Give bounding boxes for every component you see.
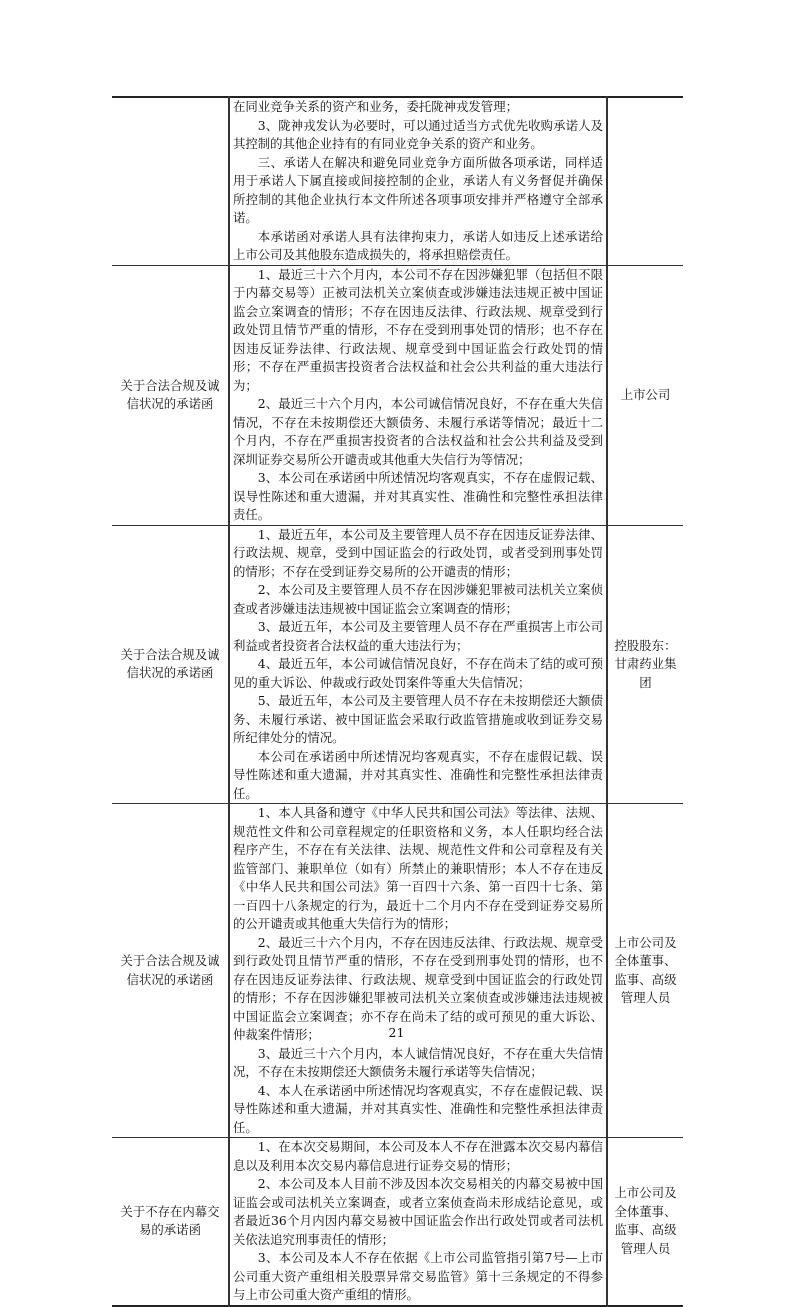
commitment-title: 关于合法合规及诚信状况的承诺函 [112, 265, 229, 525]
commitment-content [229, 804, 607, 1138]
commitment-content [229, 97, 607, 265]
commitment-paragraph: 3、本公司在承诺函中所述情况均客观真实，不存在虚假记载、误导性陈述和重大遗漏，并对其真实性、准确性和完整性承担法律责任。 [233, 470, 603, 522]
committing-party: 上市公司及全体董事、监事、高级管理人员 [614, 1185, 677, 1256]
commitment-paragraph: 本承诺函对承诺人具有法律拘束力，承诺人如违反上述承诺给上市公司及其他股东造成损失的，将承担赔偿责任。 [233, 228, 603, 262]
commitment-paragraph: 2、最近三十六个月内，不存在因违反法律、行政法规、规章受到行政处罚且情节严重的情形，不存在受到刑事处罚的情形，也不存在因违反证券法律、行政法规、规章受到中国证监会的行政处罚的情形；不存在因涉嫌犯罪被司法机关立案侦查或涉嫌违法违规被中国证监会立案调查；亦不存在尚未了结的或可预见的重大诉讼、仲裁案件情形； [233, 934, 603, 1042]
commitment-paragraph: 4、最近五年，本公司诚信情况良好，不存在尚未了结的或可预见的重大诉讼、仲裁或行政处罚案件等重大失信情况； [233, 656, 603, 690]
committing-party [607, 97, 683, 265]
commitment-paragraph: 4、本人在承诺函中所述情况均客观真实，不存在虚假记载、误导性陈述和重大遗漏，并对其真实性、准确性和完整性承担法律责任。 [233, 1082, 603, 1135]
commitment-paragraph: 1、最近五年，本公司及主要管理人员不存在因违反证券法律、行政法规、规章，受到中国证监会的行政处罚，或者受到刑事处罚的情形；不存在受到证券交易所的公开谴责的情形； [233, 526, 603, 579]
commitment-title: 关于合法合规及诚信状况的承诺函 [112, 804, 229, 1138]
table-row [112, 97, 683, 265]
commitment-paragraph: 1、在本次交易期间，本公司及本人不存在泄露本次交易内幕信息以及利用本次交易内幕信息进行证券交易的情形； [233, 1139, 603, 1173]
commitment-paragraph: 2、本公司及主要管理人员不存在因涉嫌犯罪被司法机关立案侦查或者涉嫌违法违规被中国证监会立案调查的情形； [233, 582, 603, 616]
commitment-paragraph: 2、最近三十六个月内，本公司诚信情况良好，不存在重大失信情况，不存在未按期偿还大额债务、未履行承诺等情况；最近十二个月内，不存在严重损害投资者的合法权益和社会公共利益及受到深圳证券交易所公开谴责或其他重大失信行为等情况； [233, 396, 603, 467]
commitment-title: 关于合法合规及诚信状况的承诺函 [112, 525, 229, 804]
commitment-paragraph: 1、最近三十六个月内，本公司不存在因涉嫌犯罪（包括但不限于内幕交易等）正被司法机关立案侦查或涉嫌违法违规正被中国证监会立案调查的情形；不存在因违反法律、行政法规、规章受到行政处罚且情节严重的情形，不存在受到刑事处罚的情形；也不存在因违反证券法律、行政法规、规章受到中国证监会行政处罚的情形；不存在严重损害投资者合法权益和社会公共利益的重大违法行为； [233, 266, 603, 393]
commitment-content [229, 525, 607, 804]
page-number: 21 [388, 1025, 405, 1040]
commitment-paragraph: 2、本公司及本人目前不涉及因本次交易相关的内幕交易被中国证监会或司法机关立案调查，或者立案侦查尚未形成结论意见，或者最近36个月内因内幕交易被中国证监会作出行政处罚或者司法机关依法追究刑事责任的情形； [233, 1176, 603, 1247]
committing-party: 上市公司 [620, 386, 671, 402]
commitment-paragraph: 3、本公司及本人不存在依据《上市公司监管指引第7号—上市公司重大资产重组相关股票异常交易监管》第十三条规定的不得参与上市公司重大资产重组的情形。 [233, 1250, 603, 1302]
commitment-paragraph: 3、最近五年，本公司及主要管理人员不存在严重损害上市公司利益或者投资者合法权益的重大违法行为； [233, 619, 603, 653]
commitment-paragraph: 在同业竞争关系的资产和业务，委托陇神戎发管理； [233, 99, 518, 114]
commitment-table [112, 96, 683, 1307]
committing-party: 控股股东：甘肃药业集团 [614, 637, 677, 690]
commitment-paragraph: 3、陇神戎发认为必要时，可以通过适当方式优先收购承诺人及其控制的其他企业持有的有同业竞争关系的资产和业务。 [233, 117, 603, 151]
commitment-title [112, 97, 229, 265]
commitment-paragraph: 3、最近三十六个月内，本人诚信情况良好，不存在重大失信情况，不存在未按期偿还大额债务未履行承诺等失信情况； [233, 1045, 603, 1079]
commitment-paragraph: 本公司在承诺函中所述情况均客观真实，不存在虚假记载、误导性陈述和重大遗漏，并对其真实性、准确性和完整性承担法律责任。 [233, 748, 603, 801]
table-row [112, 265, 683, 525]
table-row [112, 804, 683, 1138]
committing-party: 上市公司及全体董事、监事、高级管理人员 [614, 934, 677, 1005]
commitment-paragraph: 1、本人具备和遵守《中华人民共和国公司法》等法律、法规、规范性文件和公司章程规定的任职资格和义务，本人任职均经合法程序产生，不存在有关法律、法规、规范性文件和公司章程及有关监管部门、兼职单位（如有）所禁止的兼职情形；本人不存在违反《中华人民共和国公司法》第一百四十六条、第一百四十七条、第一百四十八条规定的行为，最近十二个月内不存在受到证券交易所的公开谴责或其他重大失信行为的情形； [233, 805, 603, 931]
commitment-paragraph: 5、最近五年，本公司及主要管理人员不存在未按期偿还大额债务、未履行承诺、被中国证监会采取行政监管措施或收到证券交易所纪律处分的情况。 [233, 693, 603, 745]
table-row [112, 1138, 683, 1306]
commitment-content [229, 265, 607, 525]
commitment-content [229, 1138, 607, 1306]
commitment-title: 关于不存在内幕交易的承诺函 [112, 1138, 229, 1306]
table-row [112, 525, 683, 804]
commitment-paragraph: 三、承诺人在解决和避免同业竞争方面所做各项承诺，同样适用于承诺人下属直接或间接控制的企业，承诺人有义务督促并确保所控制的其他企业执行本文件所述各项事项安排并严格遵守全部承诺。 [233, 154, 603, 225]
